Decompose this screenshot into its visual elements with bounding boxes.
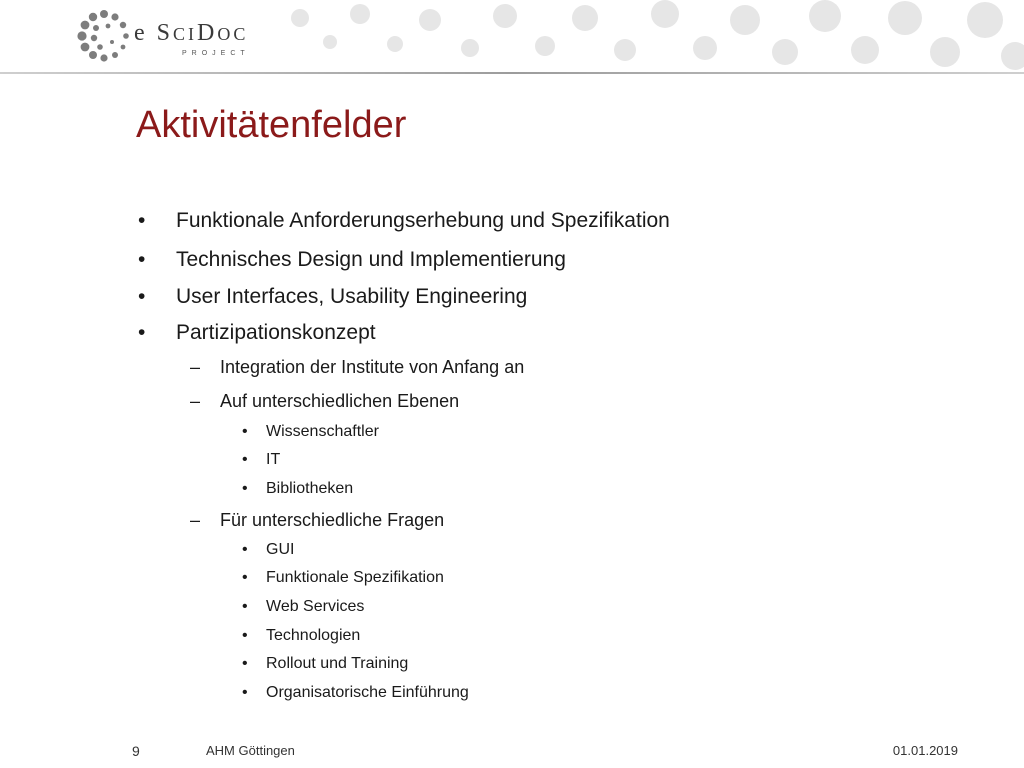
sub-sub-bullet-item: • Rollout und Training: [266, 655, 408, 673]
sub-sub-bullet-item: • IT: [266, 451, 280, 469]
sub-bullet-item: – Auf unterschiedlichen Ebenen: [220, 391, 459, 412]
sub-sub-bullet-item: • Funktionale Spezifikation: [266, 569, 444, 587]
slide-title: Aktivitätenfelder: [136, 104, 407, 146]
footer-location: AHM Göttingen: [206, 743, 295, 758]
footer-date: 01.01.2019: [892, 743, 958, 758]
bullet-item: • User Interfaces, Usability Engineering: [176, 285, 527, 309]
logo-wordmark: e SCIDOC: [134, 20, 249, 46]
bullet-item: • Partizipationskonzept: [176, 321, 376, 345]
logo-subtitle: PROJECT: [182, 50, 250, 57]
bullet-item: • Technisches Design und Implementierung: [176, 248, 566, 272]
bullet-item: • Funktionale Anforderungserhebung und Spezifikation: [176, 209, 670, 233]
sub-bullet-item: – Für unterschiedliche Fragen: [220, 510, 444, 531]
sub-sub-bullet-item: • GUI: [266, 541, 294, 559]
sub-sub-bullet-item: • Wissenschaftler: [266, 423, 379, 441]
sub-sub-bullet-item: • Web Services: [266, 598, 364, 616]
sub-sub-bullet-item: • Organisatorische Einführung: [266, 684, 469, 702]
page-number: 9: [132, 743, 140, 759]
sub-sub-bullet-item: • Technologien: [266, 627, 360, 645]
sub-bullet-item: – Integration der Institute von Anfang an: [220, 357, 524, 378]
sub-sub-bullet-item: • Bibliotheken: [266, 480, 353, 498]
